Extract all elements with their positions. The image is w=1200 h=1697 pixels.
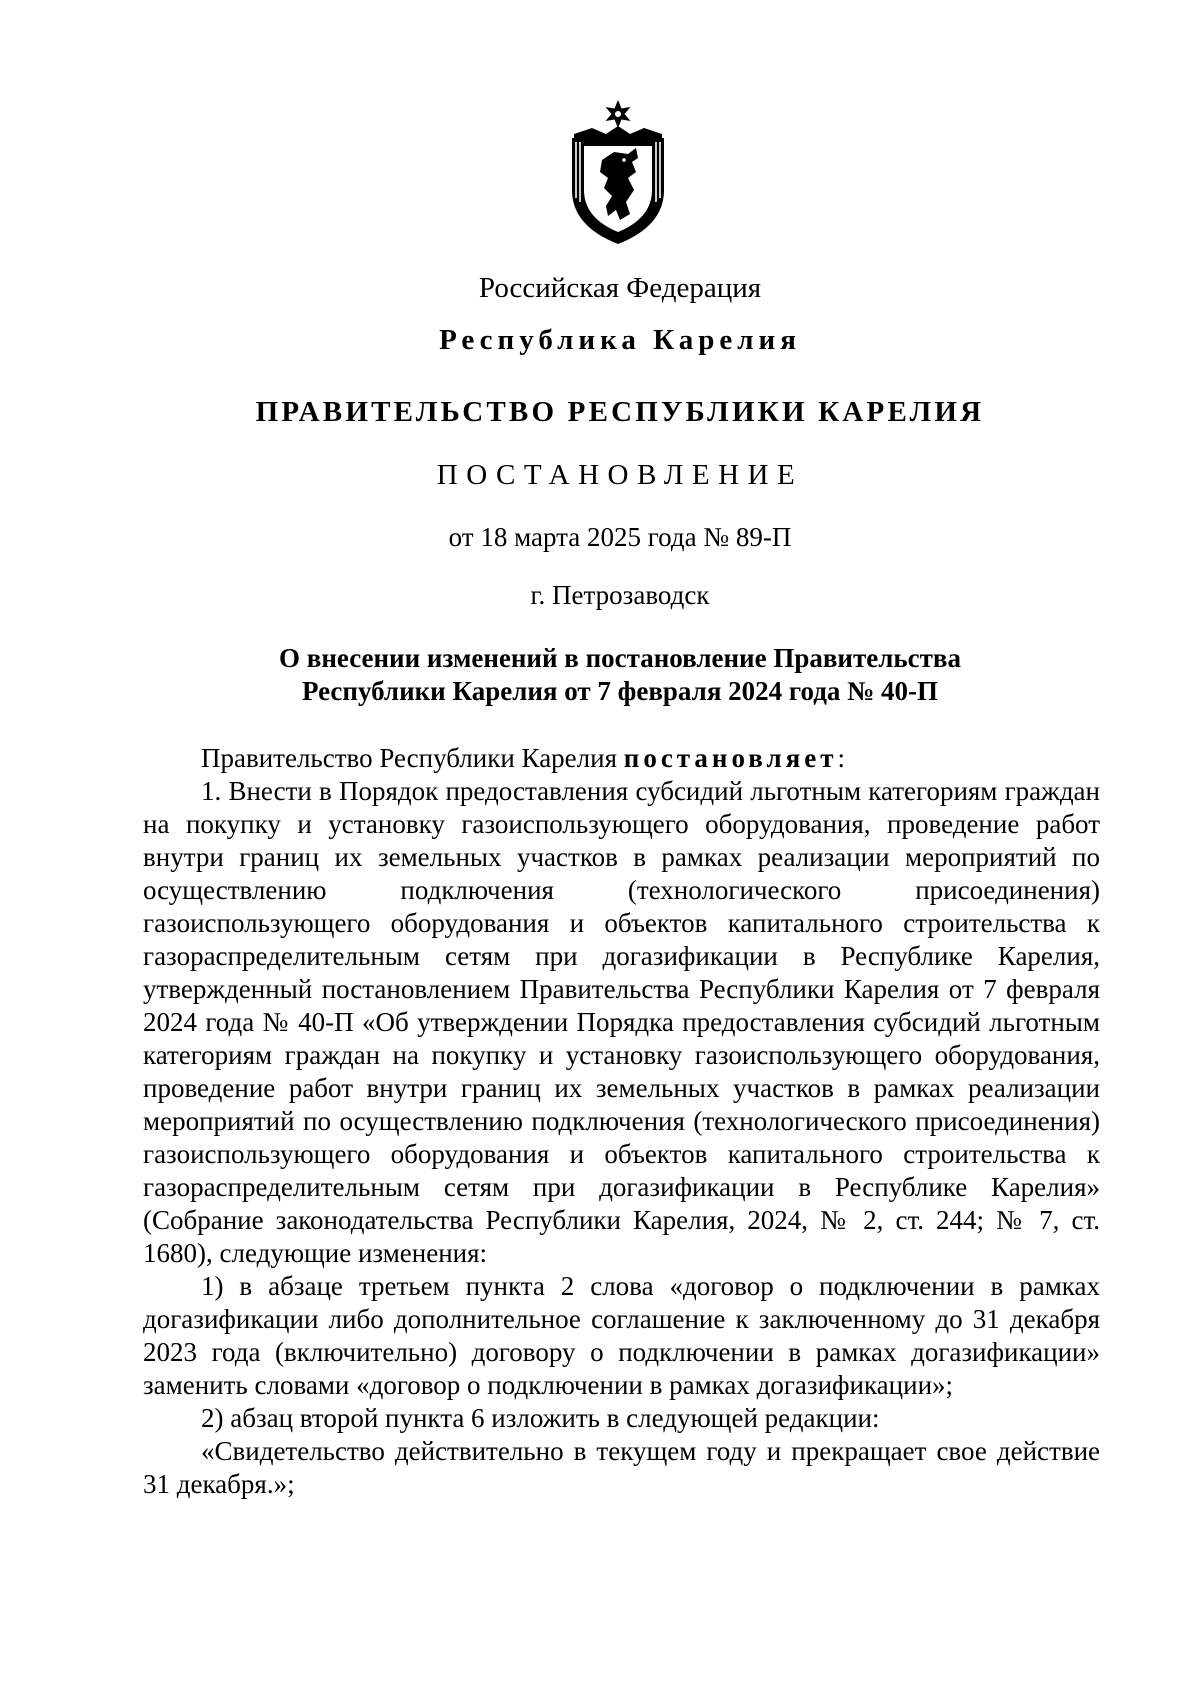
paragraph-1: 1. Внести в Порядок предоставления субсидий льготным категориям граждан на покупку и установку газоиспользующего оборудования, проведение работ внутри границ их земельных участков в рамках реализации мероприятий по осуществлению подключения (технологического присоединения) газоиспользующего оборудования и объектов капитального строительства к газораспределительным сетям при догазификации в Республике Карелия, утвержденный постановлением Правительства Республики Карелия от 7 февраля 2024 года № 40-П «Об утверждении Порядка предоставления субсидий льготным категориям граждан на покупку и установку газоиспользующего оборудования, проведение работ внутри границ их земельных участков в рамках реализации мероприятий по осуществлению подключения (технологического присоединения) газоиспользующего оборудования и объектов капитального строительства к газораспределительным сетям при догазификации в Республике Карелия» (Собрание законодательства Республики Карелия, 2024, № 2, ст. 244; № 7, ст. 1680), следующие изменения: [143, 776, 1100, 1268]
intro-prefix: Правительство Республики Карелия [201, 743, 624, 773]
government-name: ПРАВИТЕЛЬСТВО РЕСПУБЛИКИ КАРЕЛИЯ [255, 396, 985, 428]
document-type: ПОСТАНОВЛЕНИЕ [436, 459, 804, 491]
intro-verb: постановляет [623, 743, 838, 773]
karelia-coat-of-arms-icon [566, 98, 670, 246]
document-date-number: от 18 марта 2025 года № 89-П [448, 522, 792, 552]
item-2-quote: «Свидетельство действительно в текущем году и прекращает свое действие 31 декабря.»; [143, 1436, 1100, 1499]
country-name: Российская Федерация [478, 272, 762, 304]
intro-paragraph [143, 742, 1100, 775]
document-title [0, 642, 1200, 708]
item-1: 1) в абзаце третьем пункта 2 слова «договор о подключении в рамках догазификации либо дополнительное соглашение к заключенному до 31 декабря 2023 года (включительно) договору о подключении в рамках догазификации» заменить словами «договор о подключении в рамках догазификации»; [143, 1271, 1100, 1400]
intro-suffix: : [837, 743, 846, 773]
document-city: г. Петрозаводск [530, 580, 710, 610]
document-title-line-1: О внесении изменений в постановление Правительства [279, 643, 961, 673]
document-body [143, 742, 1100, 1501]
document-title-line-2: Республики Карелия от 7 февраля 2024 года № 40-П [301, 676, 939, 706]
republic-name: Республика Карелия [439, 324, 801, 356]
item-2: 2) абзац второй пункта 6 изложить в следующей редакции: [201, 1403, 880, 1433]
